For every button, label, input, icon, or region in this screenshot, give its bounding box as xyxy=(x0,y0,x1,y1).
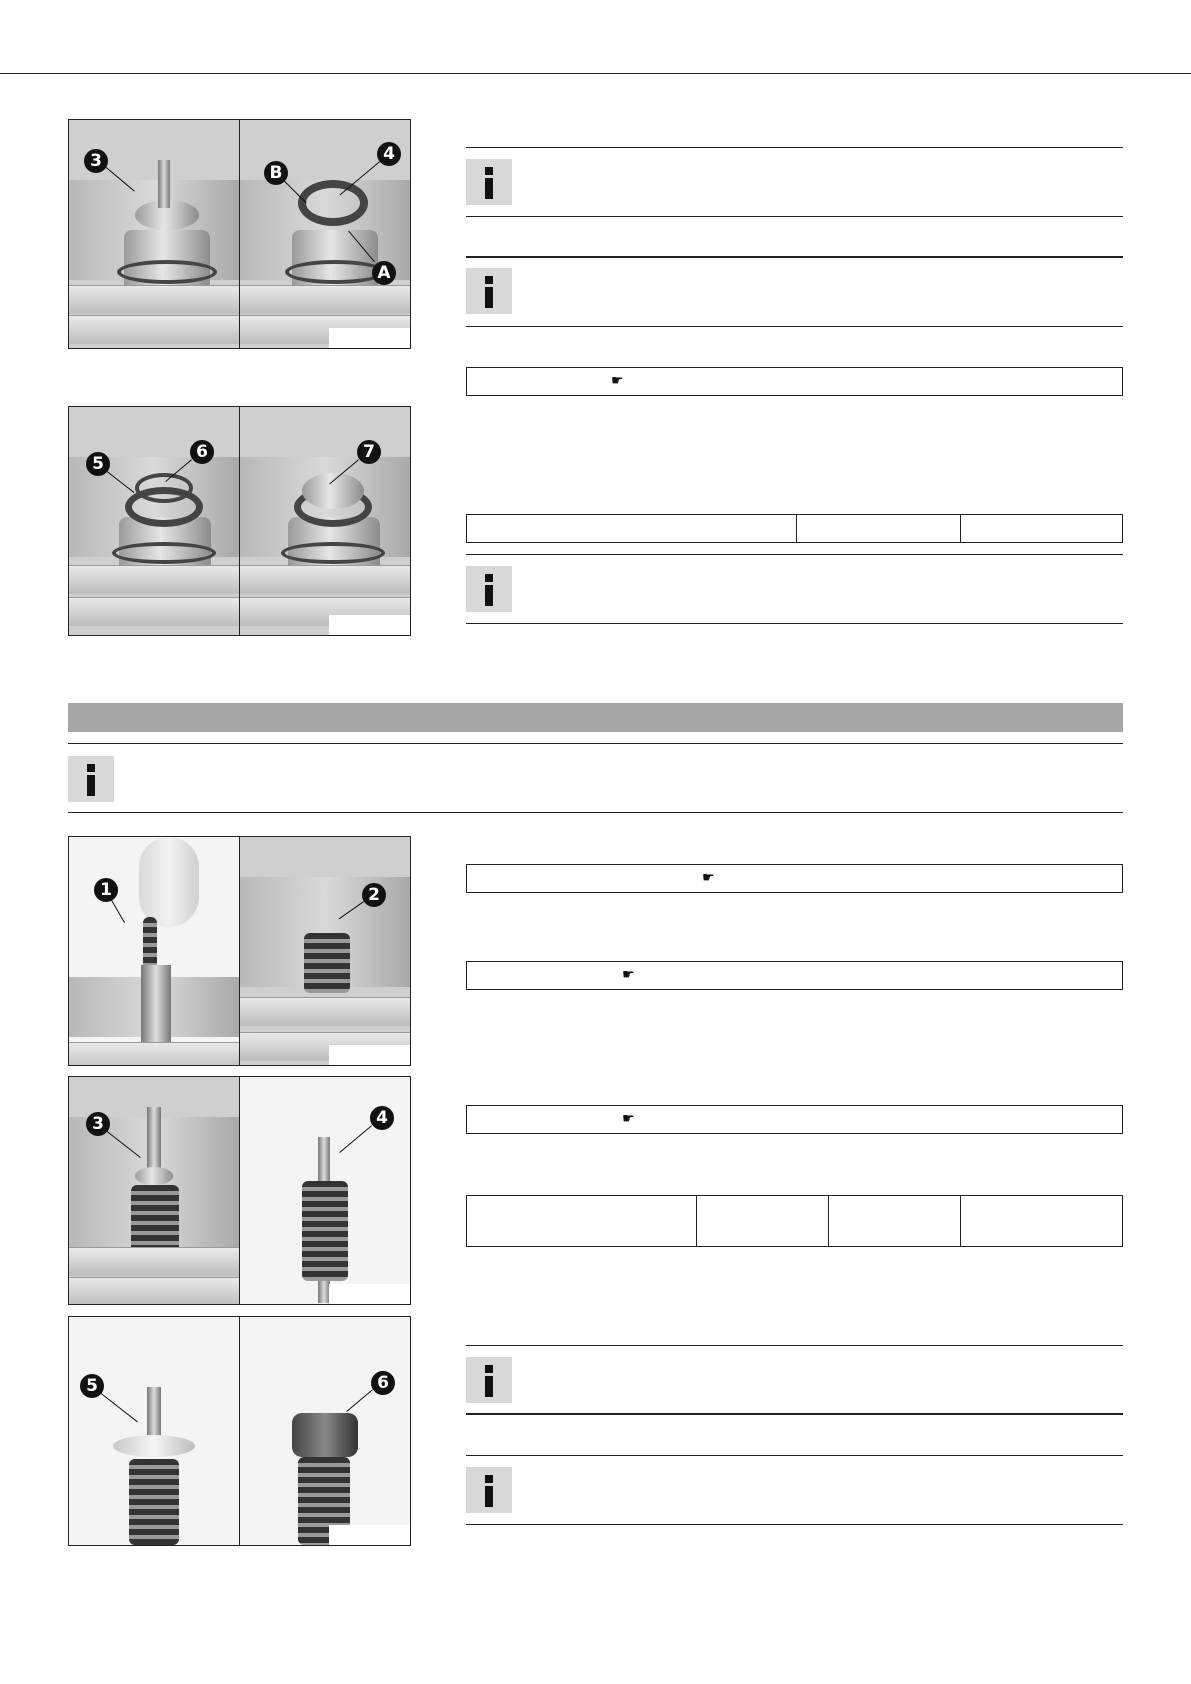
reference-box xyxy=(466,1105,1123,1134)
section-note-top-rule xyxy=(68,743,1123,744)
info-icon xyxy=(466,159,512,205)
reference-box xyxy=(466,961,1123,990)
photo-figure-4 xyxy=(68,1076,411,1305)
note-bottom-rule xyxy=(466,216,1123,217)
spec-table xyxy=(466,1195,1123,1247)
info-icon xyxy=(466,566,512,612)
note-top-rule xyxy=(466,147,1123,148)
spec-cell xyxy=(829,1196,961,1247)
photo-figure-3 xyxy=(68,836,411,1066)
callout-5: 5 xyxy=(80,1374,104,1398)
pointing-hand-icon: ☛ xyxy=(622,966,635,982)
callout-7: 7 xyxy=(357,440,381,464)
note-bottom-rule xyxy=(466,1524,1123,1525)
photo-left-panel xyxy=(69,1077,240,1304)
photo-right-panel xyxy=(240,837,410,1065)
note-top-rule xyxy=(466,1345,1123,1346)
callout-B: B xyxy=(264,161,288,185)
photo-right-panel xyxy=(240,407,410,635)
callout-3: 3 xyxy=(84,149,108,173)
section-heading-bar xyxy=(68,703,1123,732)
reference-box xyxy=(466,864,1123,893)
photo-left-panel xyxy=(69,407,240,635)
callout-6: 6 xyxy=(190,440,214,464)
spec-cell xyxy=(961,1196,1123,1247)
header-rule xyxy=(0,73,1191,74)
callout-2: 2 xyxy=(362,883,386,907)
note-bottom-rule xyxy=(466,623,1123,624)
info-icon xyxy=(466,1467,512,1513)
callout-3: 3 xyxy=(86,1112,110,1136)
note-bottom-rule xyxy=(466,326,1123,327)
note-top-rule xyxy=(466,554,1123,555)
callout-6: 6 xyxy=(371,1371,395,1395)
pointing-hand-icon: ☛ xyxy=(622,1110,635,1126)
spec-cell xyxy=(697,1196,829,1247)
callout-1: 1 xyxy=(94,878,118,902)
spec-cell xyxy=(961,515,1123,543)
reference-box xyxy=(466,367,1123,396)
spec-cell xyxy=(467,1196,697,1247)
callout-4: 4 xyxy=(377,142,401,166)
spec-cell xyxy=(797,515,961,543)
callout-4: 4 xyxy=(370,1106,394,1130)
photo-left-panel xyxy=(69,1317,240,1545)
info-icon xyxy=(466,268,512,314)
photo-left-panel xyxy=(69,837,240,1065)
note-bottom-rule xyxy=(466,1413,1123,1415)
spec-cell xyxy=(467,515,797,543)
photo-figure-5 xyxy=(68,1316,411,1546)
info-icon xyxy=(466,1357,512,1403)
photo-right-panel xyxy=(240,1317,410,1545)
section-note-bottom-rule xyxy=(68,812,1123,813)
photo-figure-2 xyxy=(68,406,411,636)
spec-table xyxy=(466,514,1123,543)
photo-figure-1 xyxy=(68,119,411,349)
info-icon xyxy=(68,756,114,802)
callout-A: A xyxy=(372,261,396,285)
pointing-hand-icon: ☛ xyxy=(702,869,715,885)
note-top-rule xyxy=(466,256,1123,258)
callout-5: 5 xyxy=(86,452,110,476)
note-top-rule xyxy=(466,1455,1123,1456)
pointing-hand-icon: ☛ xyxy=(611,372,624,388)
